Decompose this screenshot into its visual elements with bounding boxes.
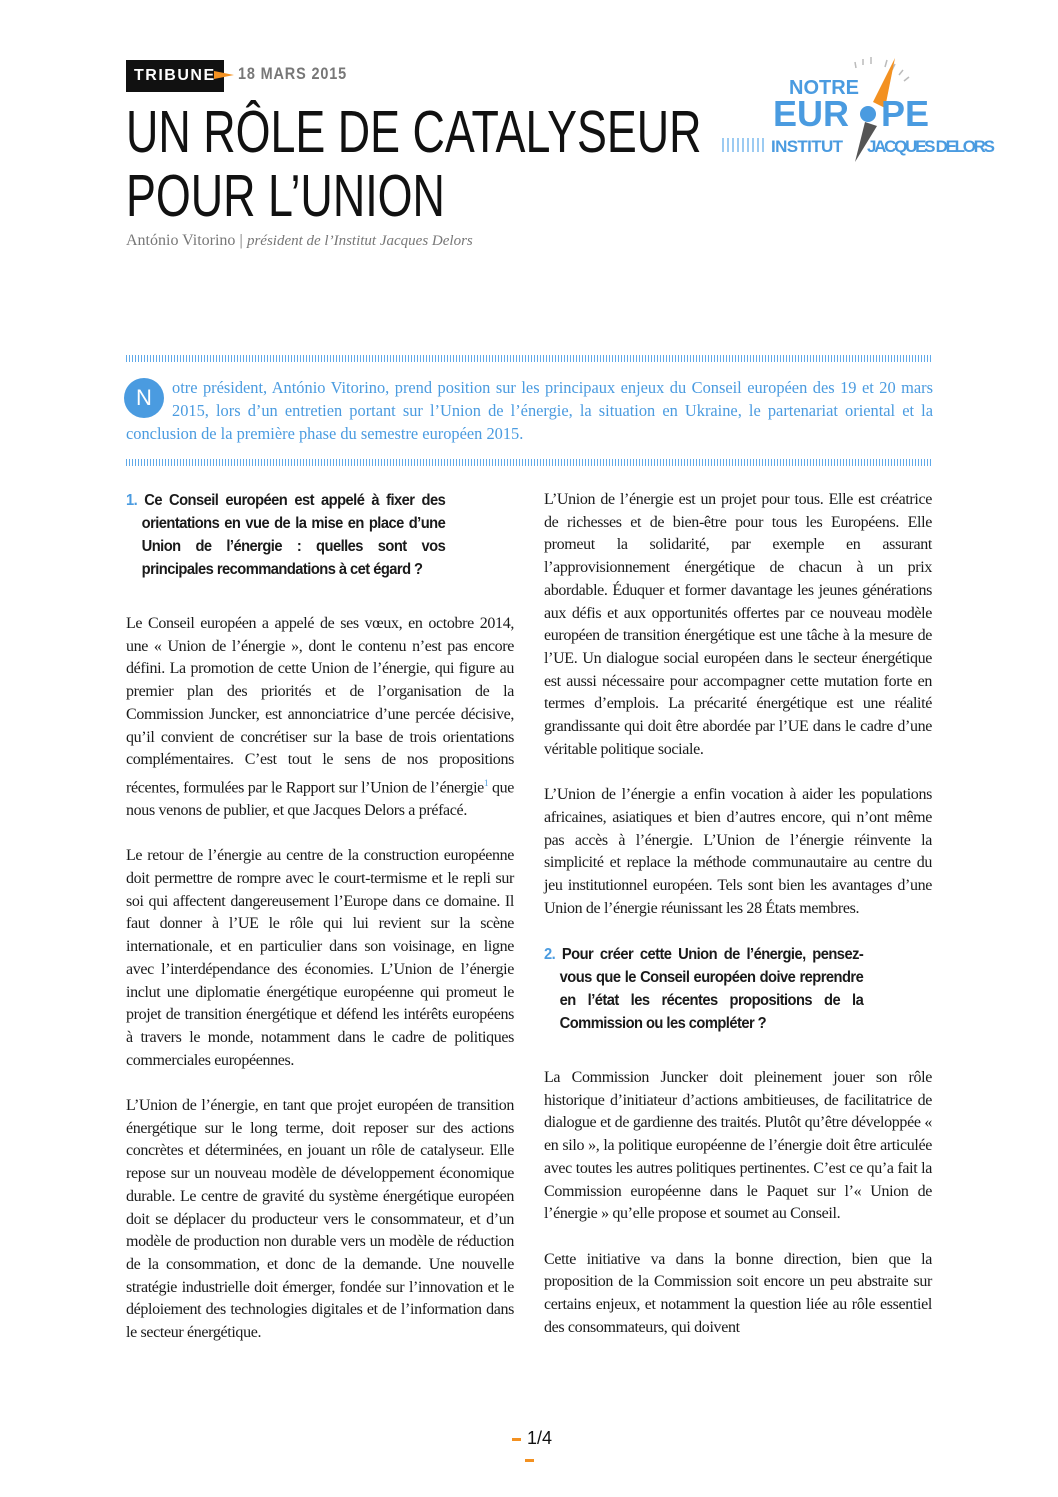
paragraph: La Commission Juncker doit pleinement jouer son rôle historique d’initiateur d’actions ambitieuses, de facilitatrice de dialogue et de gardienne des traités. Plutôt qu’être développée « en silo », la politique européenne de l’énergie doit être articulée avec toutes les autres politiques pertinentes. C’est ce qu’a fait la Commission européenne dans le Paquet sur l’« Union de l’énergie » qu’elle propose et soumet au Conseil. <box>544 1069 932 1223</box>
left-column <box>126 489 514 1367</box>
question-text: Pour créer cette Union de l’énergie, pensez-vous que le Conseil européen doive reprendre en l’état les récentes propositions de la Commission ou les compléter ? <box>559 946 864 1033</box>
compass-ticks-icon <box>855 57 909 81</box>
page-title <box>126 100 702 228</box>
title-line: UN RÔLE DE CATALYSEUR <box>126 99 702 165</box>
arrow-icon <box>214 71 234 79</box>
question-number: 2. <box>544 946 556 964</box>
author-role: président de l’Institut Jacques Delors <box>246 233 473 249</box>
divider <box>126 459 933 466</box>
question-heading <box>126 489 445 581</box>
intro-text: otre président, António Vitorino, prend position sur les principaux enjeux du Conseil européen des 19 et 20 mars 2015, lors d’un entretien portant sur l’Union de l’énergie, la situation en Ukraine, le partenariat oriental et la conclusion de la première phase du semestre européen 2015. <box>126 378 933 443</box>
paragraph <box>126 613 514 823</box>
page-number-text: 1/4 <box>526 1428 553 1448</box>
paragraph: L’Union de l’énergie est un projet pour tous. Elle est créatrice de richesses et de bien-être pour tous les Européens. Elle promeut la solidarité, par exemple en assurant l’approvisionnement énergétique de chacun à un prix abordable. Éduquer et former davantage les jeunes générations aux défis et aux opportunités offertes par ce nouveau modèle européen de transition énergétique est une tâche à la mesure de l’UE. Un dialogue social européen dans le secteur énergétique est aussi nécessaire pour accompagner cette mutation forte en termes d’emplois. La précarité énergétique est une réalité grandissante qui doit être abordée par l’UE dans le cadre d’une véritable politique sociale. <box>544 491 932 758</box>
notre-europe-logo <box>715 50 1005 170</box>
paragraph: L’Union de l’énergie, en tant que projet européen de transition énergétique sur le long terme, doit reposer sur des actions concrètes et déterminées, en jouant un rôle de catalyseur. Elle repose sur un nouveau modèle de développement économique durable. Le centre de gravité du système énergétique européen doit se déplacer du producteur vers le consommateur, et d’un modèle de production non durable vers un modèle de réduction de la consommation, et donc de la demande. Une nouvelle stratégie industrielle doit émerger, fondée sur l’innovation et le déploiement des technologies digitales et de l’information dans le secteur énergétique. <box>126 1097 514 1342</box>
paragraph: Cette initiative va dans la bonne direction, bien que la proposition de la Commission soit encore un peu abstraite sur certains enjeux, et notamment la question liée au rôle essentiel des consommateurs, qui doivent <box>544 1250 932 1336</box>
paragraph-text: Le Conseil européen a appelé de ses vœux, en octobre 2014, une « Union de l’énergie », dont le contenu n’est pas encore défini. La promotion de cette Union de l’énergie, qui figure au premier plan des priorités et de l’organisation de la Commission Juncker, est annonciatrice d’une percée décisive, qu’il convient de concrétiser sur la base de trois orientations complémentaires. C’est tout le sens de nos propositions récentes, formulées par le Rapport sur l’Union de l’énergie <box>126 615 514 797</box>
question-number: 1. <box>126 492 138 509</box>
author-name: António Vitorino <box>126 232 236 249</box>
byline: António Vitorino | président de l’Institut Jacques Delors <box>126 232 473 249</box>
publication-date: 18 MARS 2015 <box>238 64 347 83</box>
dropcap: N <box>124 378 164 418</box>
logo-text: INSTITUT <box>771 137 843 156</box>
divider <box>126 355 933 362</box>
question-text: Ce Conseil européen est appelé à fixer des orientations en vue de la mise en place d’une Union de l’énergie : quelles sont vos principales recommandations à cet égard ? <box>141 492 446 578</box>
logo-text: JACQUES DELORS <box>867 137 995 156</box>
title-line: POUR L’UNION <box>126 163 445 229</box>
intro-paragraph <box>126 376 933 445</box>
logo-text: EUR <box>773 93 850 134</box>
question-heading <box>544 943 863 1035</box>
paragraph: L’Union de l’énergie a enfin vocation à aider les populations africaines, asiatiques et bien d’autres encore, qui n’ont même pas accès à l’énergie. L’Union de l’énergie réinvente la simplicité et replace la méthode communautaire au centre du jeu institutionnel européen. Tels sont bien les avantages d’une Union de l’énergie réunissant les 28 États membres. <box>544 786 932 917</box>
paragraph-text: que nous venons de publier, et que Jacques Delors a préfacé. <box>126 779 515 819</box>
right-column <box>544 489 932 1362</box>
tribune-tag: TRIBUNE <box>126 60 224 92</box>
page-number <box>498 1428 560 1470</box>
logo-text: NOTRE <box>789 77 859 99</box>
paragraph: Le retour de l’énergie au centre de la construction européenne doit permettre de rompre avec le court-termisme et le repli sur soi qui affectent dangereusement l’Europe dans ce domaine. Il faut donner à l’UE le rôle qui lui revient sur la scène internationale, et en particulier dans son voisinage, en ligne avec l’interdépendance des économies. L’Union de l’énergie inclut une diplomatie énergétique européenne qui promeut le projet de transition énergétique et défend les intérêts européens à travers le monde, notamment dans le cadre de politiques commerciales européennes. <box>126 847 514 1069</box>
logo-text: PE <box>881 93 930 134</box>
footnote-link[interactable]: 1 <box>483 777 489 788</box>
